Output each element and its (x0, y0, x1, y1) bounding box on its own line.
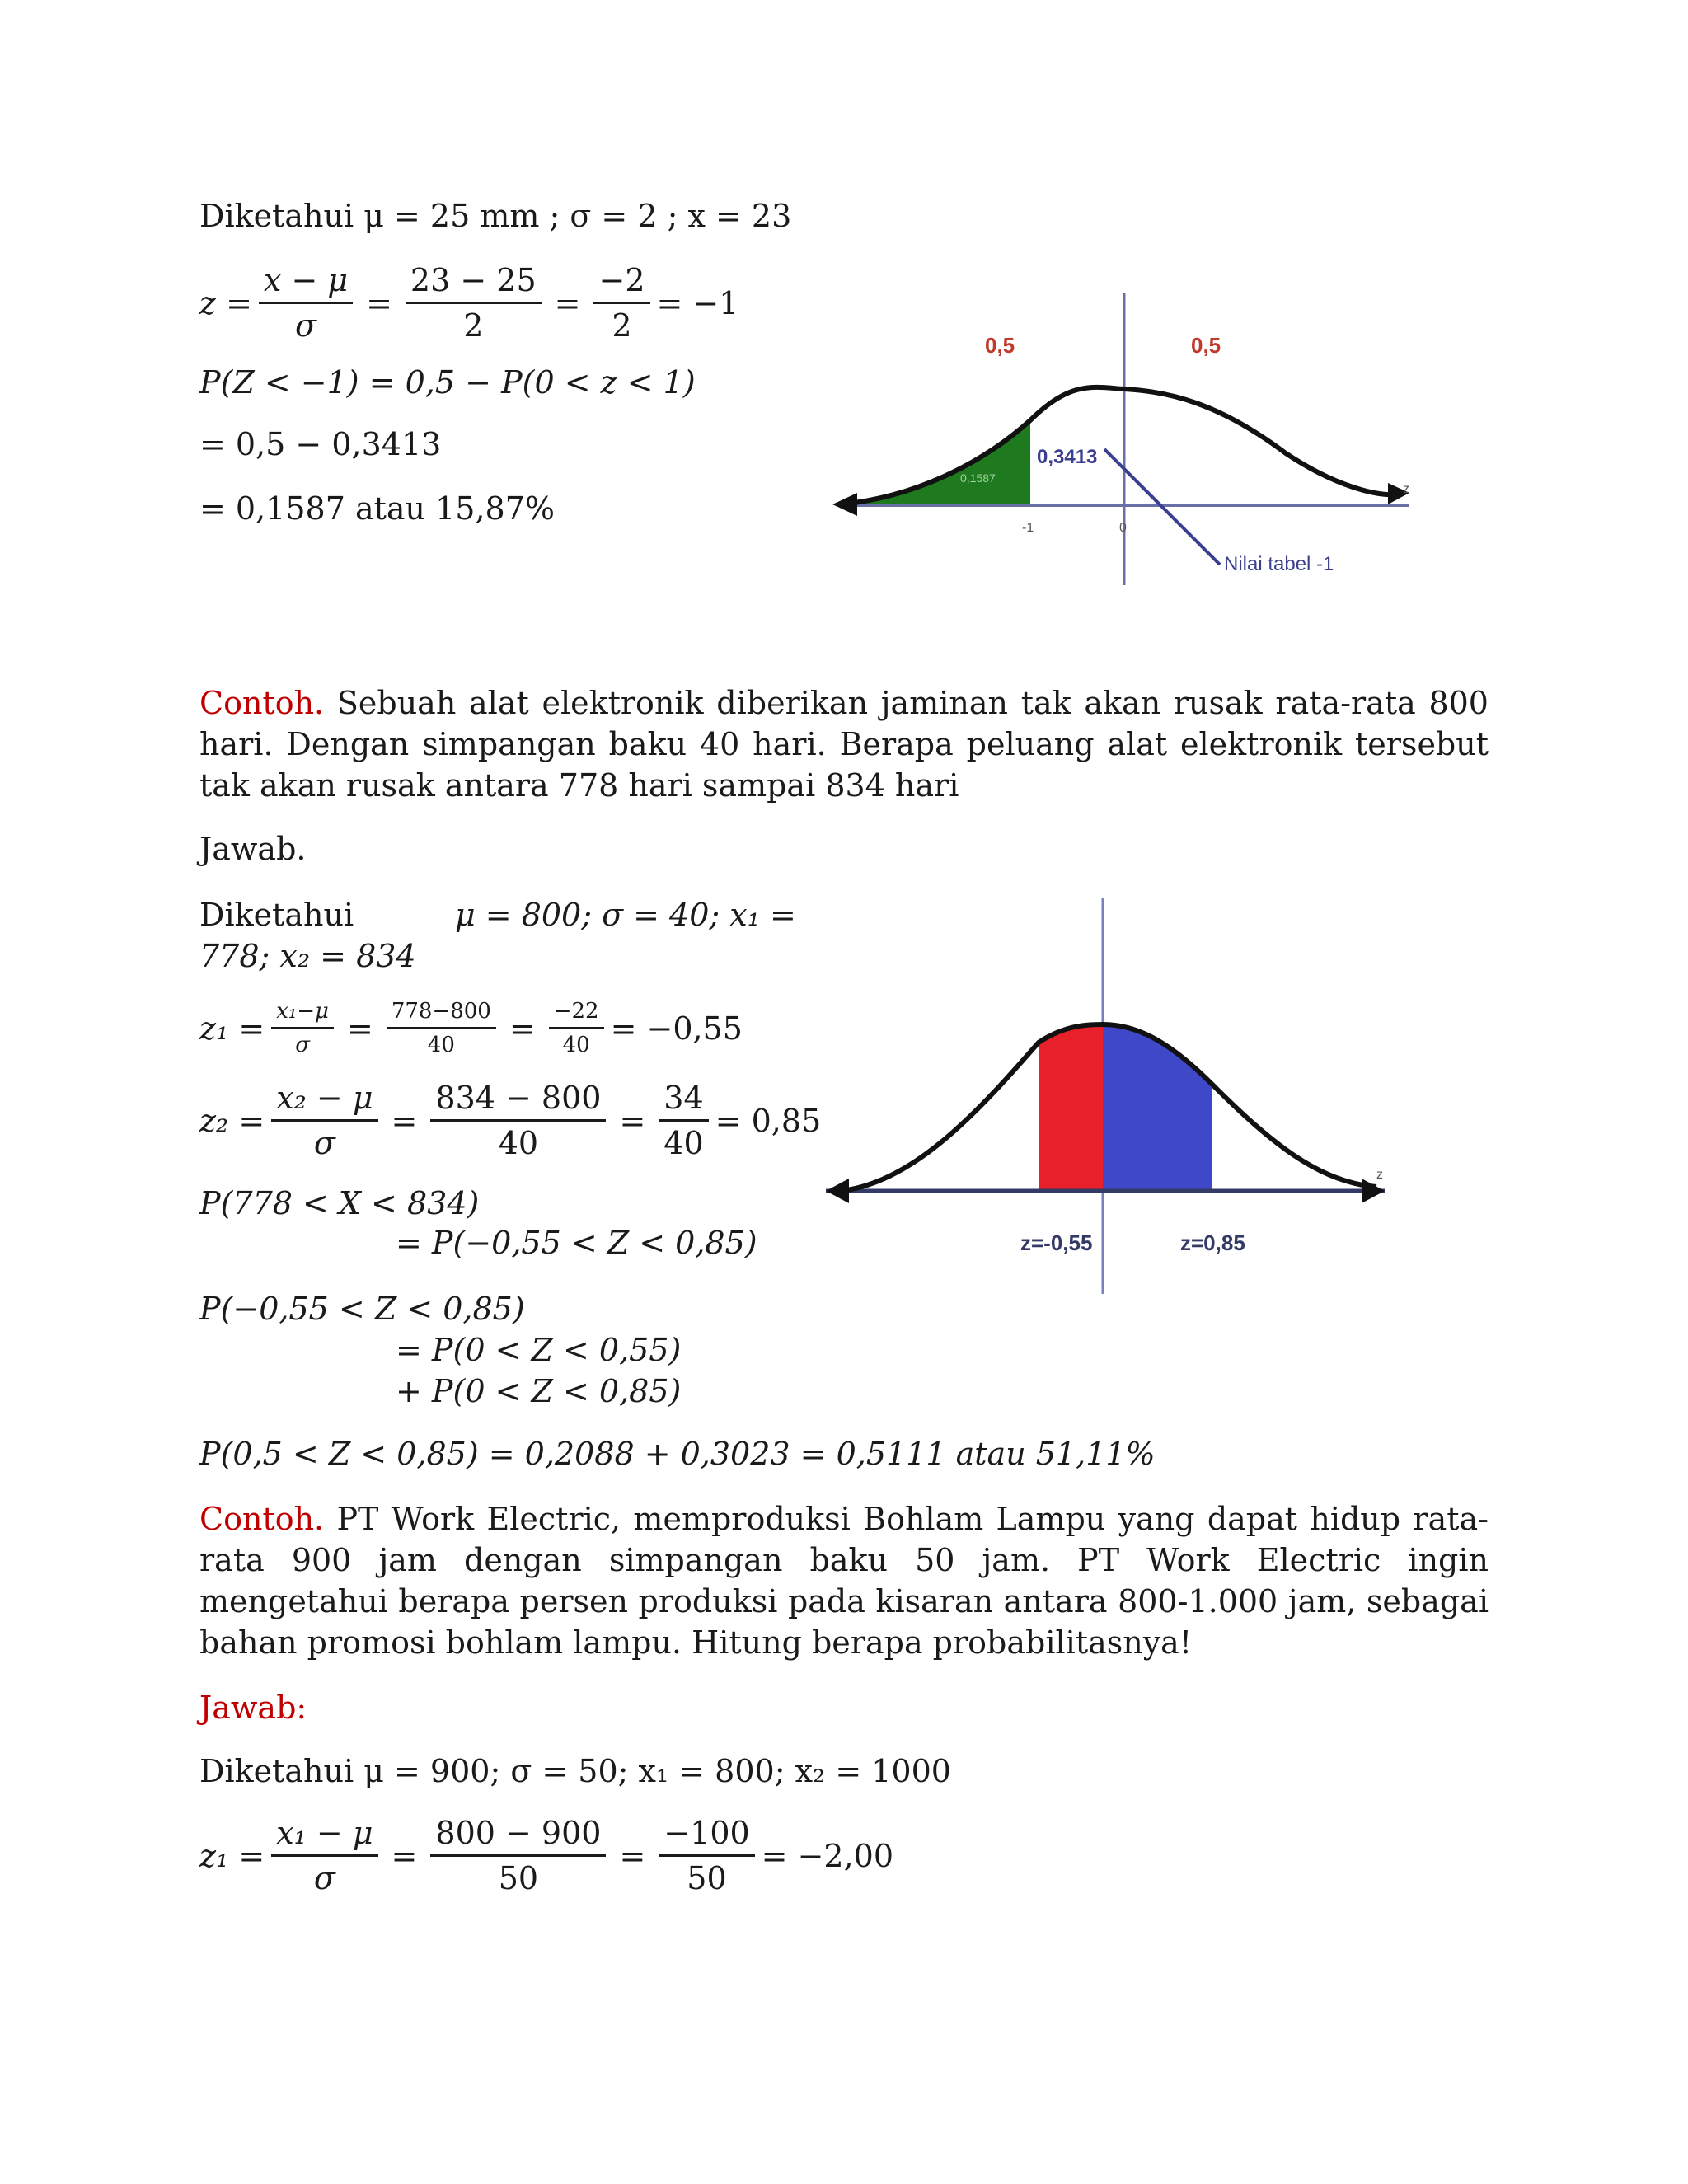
ex1-frac-2 (406, 262, 542, 344)
fig1-label-table: Nilai tabel -1 (1224, 553, 1334, 575)
ex2-z2-frac-2 (430, 1080, 606, 1161)
ex2-jawab: Jawab. (199, 831, 307, 867)
fig1-axis-z: z (1403, 482, 1409, 496)
fig1-curve (841, 387, 1397, 504)
ex1-frac-3 (593, 262, 649, 344)
ex2-z2-frac-3-den: 40 (663, 1125, 704, 1161)
ex2-prob-2: P(−0,55 < Z < 0,85) (199, 1291, 525, 1327)
fig2-axis-z: z (1376, 1168, 1383, 1182)
ex2-z1-frac-3 (549, 999, 604, 1057)
ex2-z2-result: = 0,85 (715, 1102, 822, 1139)
ex2-prob-1b: = P(−0,55 < Z < 0,85) (396, 1225, 757, 1261)
ex1-step-1: = 0,5 − 0,3413 (199, 426, 442, 462)
fig2-right-arrow (1362, 1179, 1385, 1203)
ex3-contoh-label: Contoh. (199, 1501, 325, 1537)
fig1-label-left: 0,5 (985, 333, 1015, 358)
fig1-left-arrow (832, 493, 857, 516)
ex2-z1-frac-2-num: 778−800 (387, 999, 496, 1029)
ex2-z1-frac-1-den: σ (295, 1033, 310, 1057)
ex2-z2-frac-2-den: 40 (498, 1125, 539, 1161)
ex1-step-2: = 0,1587 atau 15,87% (199, 490, 555, 527)
ex1-known: Diketahui μ = 25 mm ; σ = 2 ; x = 23 (199, 198, 792, 234)
ex3-problem-text: PT Work Electric, memproduksi Bohlam Lampu yang dapat hidup rata-rata 900 jam dengan simpangan baku 50 jam. PT Work Electric ingin mengetahui berapa persen produksi pada kisaran antara 800-1.000 jam, sebagai bahan promosi bohlam lampu. Hitung berapa probabilitasnya! (199, 1501, 1489, 1661)
ex3-frac-3 (659, 1815, 754, 1896)
ex1-frac-1-num: x − μ (259, 262, 353, 304)
ex2-problem-text: Sebuah alat elektronik diberikan jaminan tak akan rusak rata-rata 800 hari. Dengan simpangan baku 40 hari. Berapa peluang alat elektronik tersebut tak akan rusak antara 778 hari sampai 834 hari (199, 685, 1489, 804)
ex2-z1-lhs: z₁ = (199, 1010, 265, 1047)
ex2-z2-frac-1-den: σ (313, 1125, 335, 1161)
fig2-red-region (1039, 1024, 1103, 1189)
ex3-frac-2 (430, 1815, 606, 1896)
ex3-frac-2-den: 50 (498, 1860, 539, 1896)
fig1-label-shaded: 0,1587 (960, 471, 996, 485)
ex1-z-equation: z = $\frac{x - \mu}{\sigma}$ = $\frac{23 - 25}{2}$ = $\frac{-2}{2}$ = −1 (199, 262, 739, 344)
ex2-problem (199, 682, 1489, 806)
fig1-tick-zero: 0 (1119, 521, 1127, 535)
ex2-z1-frac-3-den: 40 (562, 1033, 590, 1057)
ex2-z1-frac-3-num: −22 (549, 999, 604, 1029)
ex2-known-values: μ = 800; σ = 40; x₁ = (455, 897, 796, 933)
normal-curve-left-tail-figure (824, 280, 1426, 626)
ex1-frac-2-num: 23 − 25 (406, 262, 542, 304)
fig2-label-z2: z=0,85 (1180, 1230, 1245, 1255)
fig1-tick-neg: -1 (1022, 521, 1034, 535)
ex1-frac-3-den: 2 (612, 307, 632, 344)
ex2-z1-equation: z₁ = $\frac{\text{x₁−μ}}{\sigma}$ = $\frac{778-800}{40}$ = $\frac{-22}{40}$ = −0,55 (199, 999, 743, 1057)
ex2-z1-result: = −0,55 (610, 1010, 743, 1047)
ex3-z1-lhs: z₁ = (199, 1837, 265, 1874)
ex2-z1-frac-2 (387, 999, 496, 1057)
ex1-frac-3-num: −2 (593, 262, 649, 304)
ex3-problem (199, 1498, 1489, 1663)
ex3-frac-1 (271, 1815, 377, 1896)
ex2-prob-2b: = P(0 < Z < 0,55) (396, 1332, 682, 1368)
ex3-frac-1-num: x₁ − μ (271, 1815, 377, 1857)
fig1-label-area: 0,3413 (1037, 446, 1098, 468)
ex2-z2-lhs: z₂ = (199, 1102, 265, 1139)
ex1-frac-2-den: 2 (463, 307, 484, 344)
ex3-frac-3-num: −100 (659, 1815, 754, 1857)
ex2-z1-frac-2-den: 40 (427, 1033, 455, 1057)
ex1-z-lhs: z = (199, 284, 252, 321)
normal-curve-two-region-figure (816, 894, 1401, 1306)
ex2-contoh-label: Contoh. (199, 685, 325, 721)
fig1-label-right: 0,5 (1191, 333, 1221, 358)
ex2-z2-frac-1-num: x₂ − μ (271, 1080, 377, 1122)
ex2-z1-frac-1-num: x₁−μ (271, 999, 334, 1029)
ex3-jawab: Jawab: (199, 1690, 307, 1726)
ex2-known-values-2: 778; x₂ = 834 (199, 938, 416, 974)
ex2-prob-1: P(778 < X < 834) (199, 1185, 480, 1221)
ex2-prob-2c: + P(0 < Z < 0,85) (396, 1373, 682, 1409)
ex1-probability: P(Z < −1) = 0,5 − P(0 < z < 1) (199, 364, 696, 401)
ex3-frac-2-num: 800 − 900 (430, 1815, 606, 1857)
ex2-z2-frac-3-num: 34 (659, 1080, 708, 1122)
ex3-frac-1-den: σ (313, 1860, 335, 1896)
ex1-z-result: = −1 (656, 284, 739, 321)
ex2-final: P(0,5 < Z < 0,85) = 0,2088 + 0,3023 = 0,5111 atau 51,11% (199, 1436, 1156, 1472)
ex1-frac-1-den: σ (295, 307, 316, 344)
ex3-frac-3-den: 50 (687, 1860, 727, 1896)
fig2-label-z1: z=-0,55 (1020, 1230, 1093, 1255)
ex2-z2-frac-1 (271, 1080, 377, 1161)
ex2-z1-frac-1 (271, 999, 334, 1057)
ex3-z1-equation: z₁ = $\frac{\text{x₁ − μ}}{\sigma}$ = $\frac{800 - 900}{50}$ = $\frac{-100}{50}$ = −2,00 (199, 1815, 894, 1896)
ex2-z2-frac-2-num: 834 − 800 (430, 1080, 606, 1122)
ex2-z2-frac-3 (659, 1080, 708, 1161)
ex2-known-label: Diketahui (199, 897, 354, 933)
fig2-left-arrow (826, 1179, 849, 1203)
ex1-frac-1 (259, 262, 353, 344)
fig1-shaded-area (841, 420, 1030, 504)
fig2-blue-region (1103, 1024, 1212, 1189)
ex3-z1-result: = −2,00 (761, 1837, 894, 1874)
ex2-z2-equation: z₂ = $\frac{\text{x₂ − μ}}{\sigma}$ = $\frac{834 - 800}{40}$ = $\frac{34}{40}$ = 0,85 (199, 1080, 822, 1161)
ex3-known: Diketahui μ = 900; σ = 50; x₁ = 800; x₂ = 1000 (199, 1753, 951, 1789)
